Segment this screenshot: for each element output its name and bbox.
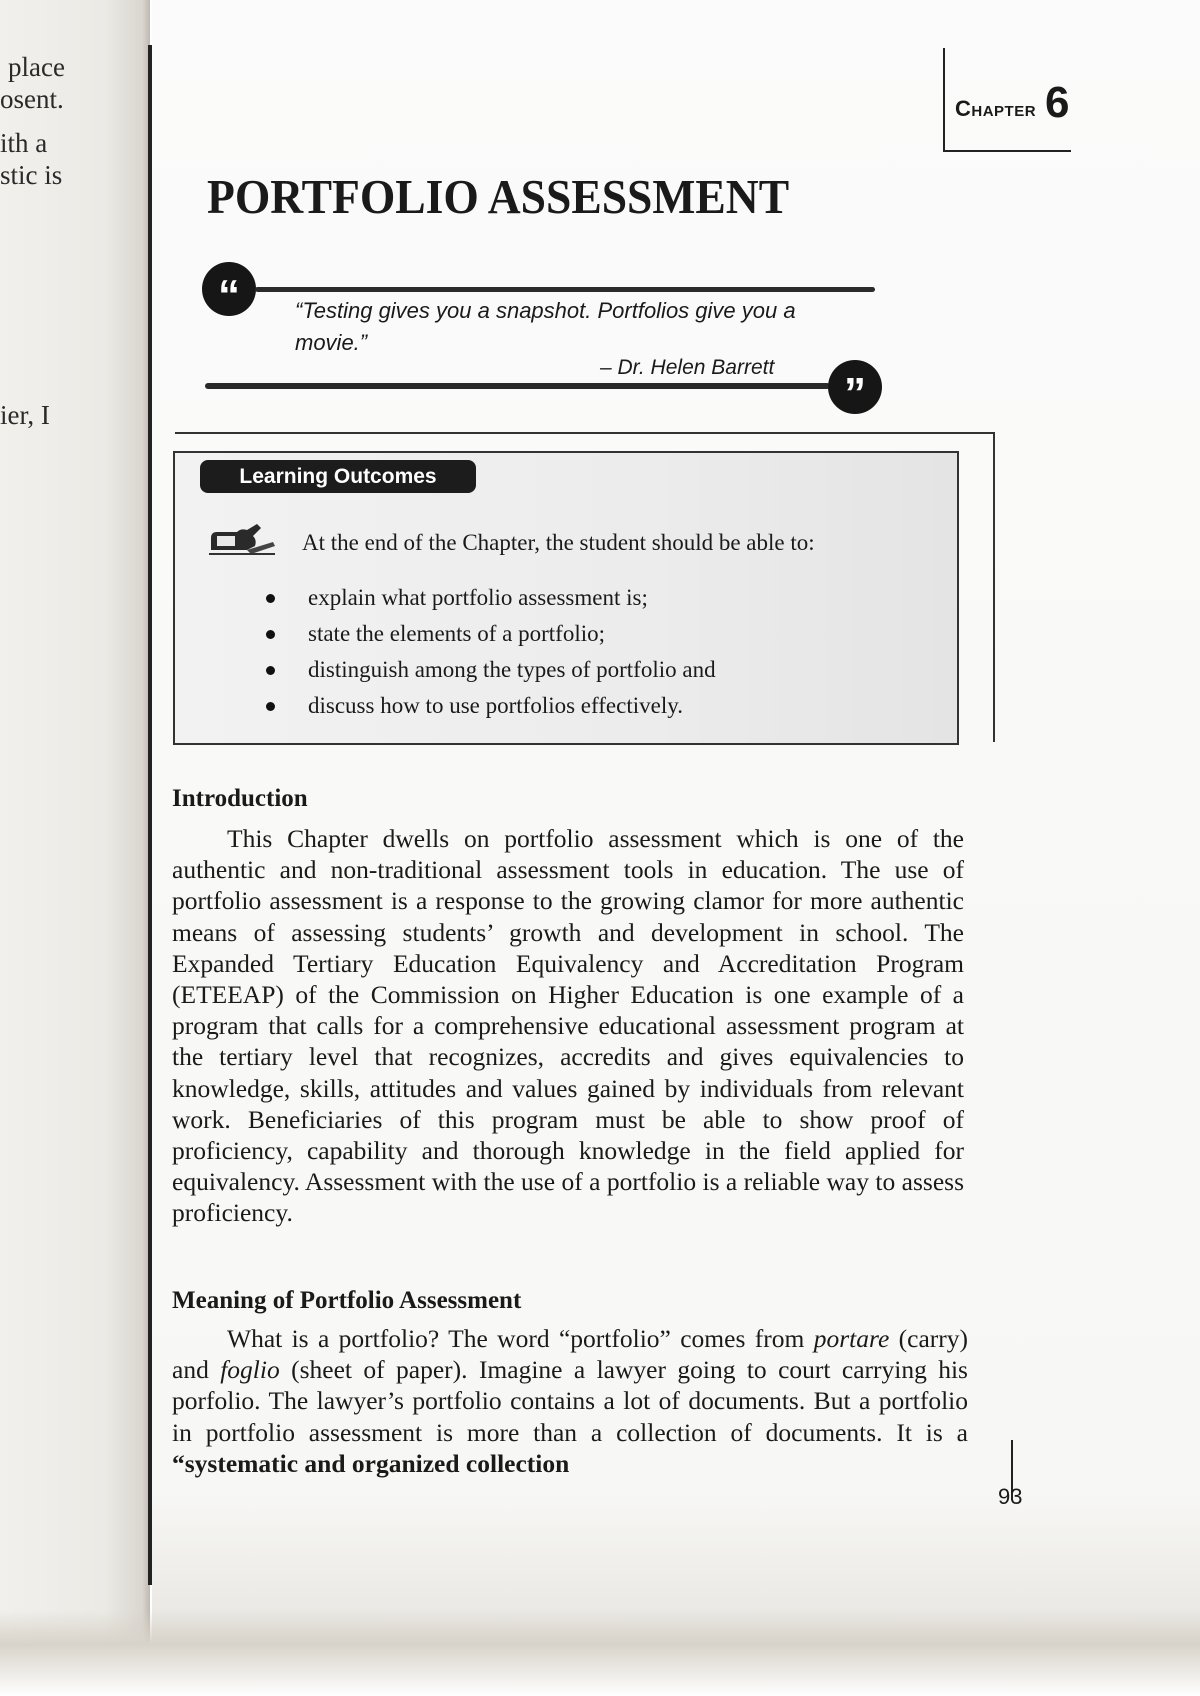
outcomes-intro: At the end of the Chapter, the student should be able to: [302,530,815,555]
list-item [262,616,716,652]
facing-page-fragment: osent. [0,84,64,114]
outcome-text: discuss how to use portfolios effectively. [308,693,683,718]
facing-page-fragment: stic is [0,160,63,190]
facing-page-fragment: ith a [0,128,48,158]
chapter-tab [943,48,1071,152]
italic-term: foglio [220,1355,280,1385]
writing-hand-icon [207,520,277,558]
bullet-icon [266,666,275,675]
page-title: PORTFOLIO ASSESSMENT [207,169,790,224]
paragraph-text: (sheet of paper). Imagine a lawyer going to court carrying his porfolio. The lawyer’s portfolio contains a lot of documents. But a portfolio in portfolio assessment is more than a collection of documents. It is a [172,1355,968,1447]
chapter-number: 6 [1045,78,1070,127]
epigraph-quote: “Testing gives you a snapshot. Portfolios give you a movie.” [295,298,796,355]
introduction-paragraph: This Chapter dwells on portfolio assessment which is one of the authentic and non-traditional assessment tools in education. The use of portfolio assessment is a response to the growing clamor for more authentic means of assessing students’ growth and development in school. The Expanded Tertiary Education Equivalency and Accreditation Program (ETEEAP) of the Commission on Higher Education is one example of a program that calls for a comprehensive educational assessment program at the tertiary level that recognizes, accredits and gives equivalencies to knowledge, skills, attitudes and values gained by individuals from relevant work. Beneficiaries of this program must be able to show proof of proficiency, capability and thorough knowledge in the field applied for equivalency. Assessment with the use of a portfolio is a reliable way to assess proficiency. [172,824,964,1228]
outcome-text: explain what portfolio assessment is; [308,585,648,610]
facing-page-fragment: ier, I [0,400,50,430]
list-item [262,652,716,688]
list-item [262,580,716,616]
italic-term: portare [813,1324,890,1353]
meaning-paragraph [172,1323,968,1479]
paragraph-text: What is a portfolio? The word “portfolio” comes from [227,1324,814,1353]
close-quote-icon: ” [828,360,882,414]
bold-phrase: “systematic and organized collection [172,1448,570,1478]
facing-page-fragment: place [8,52,65,82]
bullet-icon [266,630,275,639]
list-item [262,688,716,724]
outcome-text: distinguish among the types of portfolio and [308,657,716,682]
page-bottom-edge [0,1610,1200,1696]
learning-outcomes-label: Learning Outcomes [200,460,476,493]
page-number: 93 [998,1484,1023,1509]
outcomes-list [262,580,716,724]
open-quote-icon: “ [202,262,256,316]
bullet-icon [266,702,275,711]
bullet-icon [266,594,275,603]
quote-rule-top [255,287,875,292]
outcome-text: state the elements of a portfolio; [308,621,605,646]
meaning-heading: Meaning of Portfolio Assessment [172,1287,522,1314]
epigraph-author: – Dr. Helen Barrett [600,356,775,379]
facing-page [0,0,150,1696]
introduction-heading: Introduction [172,785,308,812]
paragraph-text: (carry) and [172,1324,968,1385]
chapter-label: Chapter [955,96,1037,121]
quote-rule-bottom [205,383,830,389]
